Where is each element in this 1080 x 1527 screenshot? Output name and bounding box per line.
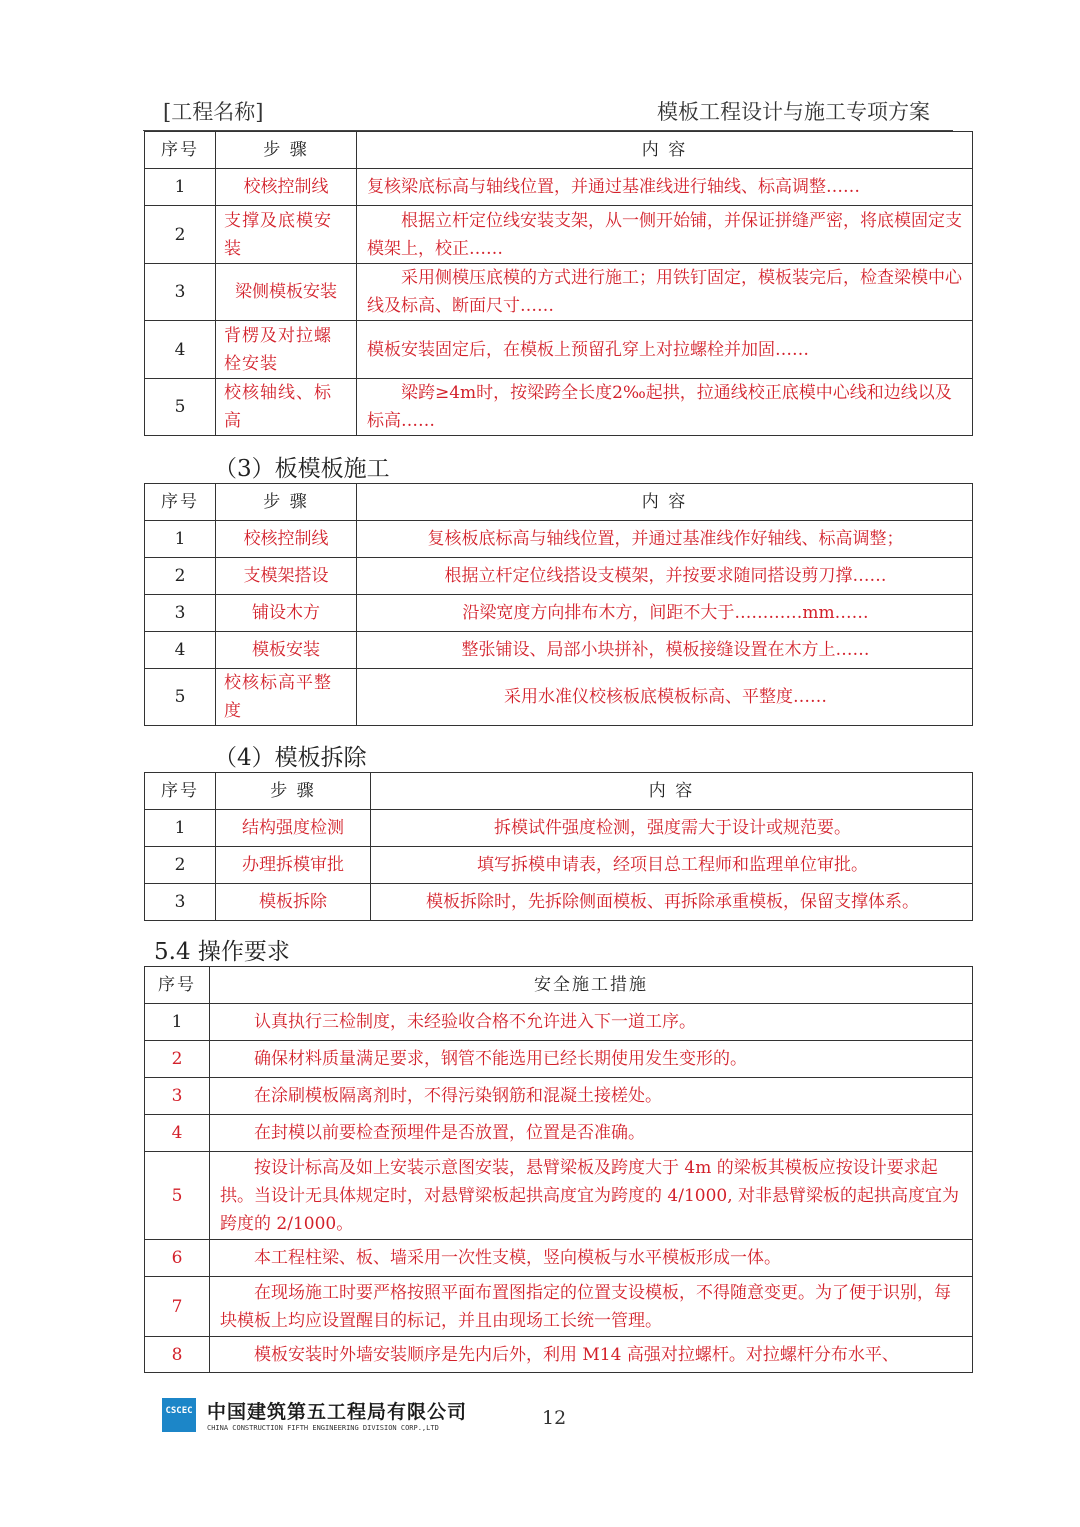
row-number: 3 [145, 264, 216, 321]
slab-formwork-steps-table [144, 483, 973, 726]
col-header-step: 步 骤 [216, 773, 371, 810]
row-content: 模板拆除时，先拆除侧面模板、再拆除承重模板，保留支撑体系。 [371, 884, 973, 921]
row-content: 本工程柱梁、板、墙采用一次性支模，竖向模板与水平模板形成一体。 [210, 1240, 973, 1277]
table-header-row [145, 773, 973, 810]
row-step: 结构强度检测 [216, 810, 371, 847]
row-content: 在涂刷模板隔离剂时，不得污染钢筋和混凝土接槎处。 [210, 1078, 973, 1115]
row-content: 采用水准仪校核板底模板标高、平整度…… [357, 669, 973, 726]
row-step: 支撑及底模安装 [216, 206, 357, 264]
row-step: 铺设木方 [216, 595, 357, 632]
table-row [145, 206, 973, 264]
logo-lettering: CSCEC [165, 1406, 193, 1416]
row-number: 1 [145, 521, 216, 558]
row-step: 模板安装 [216, 632, 357, 669]
row-content: 在现场施工时要严格按照平面布置图指定的位置支设模板，不得随意变更。为了便于识别，每块模板上均应设置醒目的标记，并且由现场工长统一管理。 [210, 1277, 973, 1337]
table-row [145, 169, 973, 206]
row-number: 5 [145, 379, 216, 436]
page-number: 12 [542, 1407, 567, 1429]
row-content: 梁跨≥4m时，按梁跨全长度2‰起拱，拉通线校正底模中心线和边线以及标高…… [357, 379, 973, 436]
table-header-row [145, 484, 973, 521]
row-number: 6 [145, 1240, 210, 1277]
section-heading-formwork-removal: （4）模板拆除 [214, 745, 367, 771]
col-header-number: 序号 [145, 132, 216, 169]
table-header-row [145, 967, 973, 1004]
row-step: 校核标高平整度 [216, 669, 357, 726]
row-step: 办理拆模审批 [216, 847, 371, 884]
col-header-content: 内 容 [357, 484, 973, 521]
row-number: 1 [145, 169, 216, 206]
company-name-english: CHINA CONSTRUCTION FIFTH ENGINEERING DIVISION CORP.,LTD [207, 1424, 439, 1432]
table-row [145, 379, 973, 436]
row-content: 在封模以前要检查预埋件是否放置，位置是否准确。 [210, 1115, 973, 1152]
row-number: 1 [145, 810, 216, 847]
table-row [145, 1078, 973, 1115]
row-number: 5 [145, 1152, 210, 1240]
col-header-step: 步 骤 [216, 484, 357, 521]
safety-measures-table [144, 966, 973, 1373]
col-header-number: 序号 [145, 773, 216, 810]
table-row [145, 1041, 973, 1078]
company-name-chinese: 中国建筑第五工程局有限公司 [207, 1401, 468, 1423]
row-number: 2 [145, 1041, 210, 1078]
formwork-removal-steps-table [144, 772, 973, 921]
row-content: 模板安装时外墙安装顺序是先内后外，利用 M14 高强对拉螺杆。对拉螺杆分布水平、 [210, 1337, 973, 1373]
row-number: 1 [145, 1004, 210, 1041]
beam-formwork-steps-table [144, 131, 973, 436]
table-row [145, 1240, 973, 1277]
row-number: 3 [145, 595, 216, 632]
table-row [145, 1337, 973, 1373]
table-row [145, 669, 973, 726]
col-header-safety-measures: 安全施工措施 [210, 967, 973, 1004]
row-content: 按设计标高及如上安装示意图安装，悬臂梁板及跨度大于 4m 的梁板其模板应按设计要求起拱。当设计无具体规定时，对悬臂梁板起拱高度宜为跨度的 4/1000, 对非悬臂梁板的起拱高度宜为跨度的 2/1000。 [210, 1152, 973, 1240]
row-number: 3 [145, 884, 216, 921]
table-row [145, 558, 973, 595]
row-number: 4 [145, 321, 216, 379]
row-number: 7 [145, 1277, 210, 1337]
table-row [145, 521, 973, 558]
table-row [145, 847, 973, 884]
col-header-number: 序号 [145, 484, 216, 521]
table-row [145, 632, 973, 669]
table-row [145, 1004, 973, 1041]
table-row [145, 595, 973, 632]
project-name: [工程名称] [163, 100, 264, 124]
row-content: 拆模试件强度检测，强度需大于设计或规范要。 [371, 810, 973, 847]
col-header-content: 内 容 [371, 773, 973, 810]
row-number: 2 [145, 206, 216, 264]
table-row [145, 884, 973, 921]
row-step: 梁侧模板安装 [216, 264, 357, 321]
row-step: 支模架搭设 [216, 558, 357, 595]
col-header-number: 序号 [145, 967, 210, 1004]
document-title: 模板工程设计与施工专项方案 [657, 100, 930, 124]
table-row [145, 1152, 973, 1240]
row-number: 5 [145, 669, 216, 726]
col-header-step: 步 骤 [216, 132, 357, 169]
table-row [145, 1277, 973, 1337]
table-row [145, 1115, 973, 1152]
table-row [145, 810, 973, 847]
row-step: 校核轴线、标高 [216, 379, 357, 436]
row-step: 校核控制线 [216, 169, 357, 206]
row-content: 模板安装固定后，在模板上预留孔穿上对拉螺栓并加固…… [357, 321, 973, 379]
row-content: 复核板底标高与轴线位置，并通过基准线作好轴线、标高调整； [357, 521, 973, 558]
row-number: 3 [145, 1078, 210, 1115]
section-heading-operation-requirements: 5.4 操作要求 [154, 939, 290, 965]
row-step: 校核控制线 [216, 521, 357, 558]
row-number: 2 [145, 847, 216, 884]
table-header-row [145, 132, 973, 169]
row-number: 4 [145, 1115, 210, 1152]
row-number: 4 [145, 632, 216, 669]
row-content: 整张铺设、局部小块拼补，模板接缝设置在木方上…… [357, 632, 973, 669]
table-row [145, 264, 973, 321]
row-number: 8 [145, 1337, 210, 1373]
row-content: 认真执行三检制度，未经验收合格不允许进入下一道工序。 [210, 1004, 973, 1041]
row-content: 填写拆模申请表，经项目总工程师和监理单位审批。 [371, 847, 973, 884]
row-content: 采用侧模压底模的方式进行施工；用铁钉固定，模板装完后，检查梁模中心线及标高、断面尺寸…… [357, 264, 973, 321]
company-logo-icon [162, 1398, 196, 1432]
row-content: 根据立杆定位线搭设支模架，并按要求随同搭设剪刀撑…… [357, 558, 973, 595]
row-content: 根据立杆定位线安装支架，从一侧开始铺，并保证拼缝严密，将底模固定支模架上，校正…… [357, 206, 973, 264]
row-step: 模板拆除 [216, 884, 371, 921]
row-step: 背楞及对拉螺栓安装 [216, 321, 357, 379]
section-heading-slab-formwork: （3）板模板施工 [214, 456, 390, 482]
row-number: 2 [145, 558, 216, 595]
row-content: 确保材料质量满足要求，钢管不能选用已经长期使用发生变形的。 [210, 1041, 973, 1078]
table-row [145, 321, 973, 379]
row-content: 沿梁宽度方向排布木方，间距不大于…………mm…… [357, 595, 973, 632]
col-header-content: 内 容 [357, 132, 973, 169]
row-content: 复核梁底标高与轴线位置，并通过基准线进行轴线、标高调整…… [357, 169, 973, 206]
